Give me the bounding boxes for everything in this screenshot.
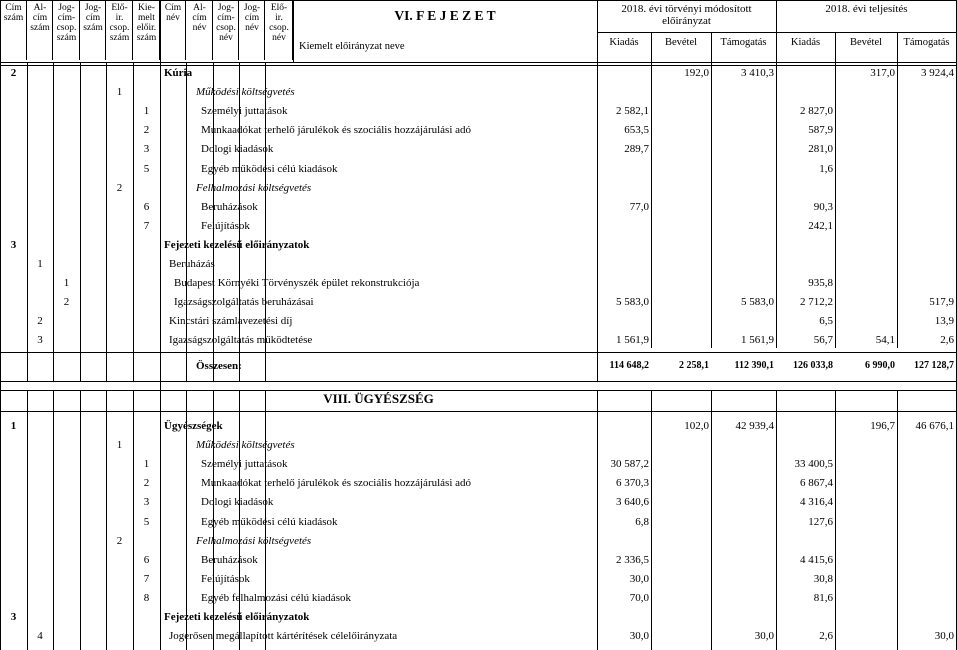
value-cell: 2 582,1	[616, 105, 649, 118]
sub-header: Kiadás	[790, 37, 821, 48]
code-alcim: 4	[37, 630, 43, 643]
row-name: Személyi juttatások	[201, 458, 288, 471]
code-kiem: 7	[143, 572, 150, 585]
value-cell: 289,7	[624, 143, 649, 156]
row-name: Budapest Környéki Törvényszék épület rekonstrukciója	[174, 277, 420, 290]
value-cell: 30,0	[754, 630, 774, 643]
code-kiem: 1	[143, 105, 150, 118]
table-row	[0, 102, 957, 121]
table-row	[0, 274, 957, 293]
grid-line	[106, 390, 107, 650]
table-row	[0, 436, 957, 455]
value-cell: 30,0	[934, 630, 954, 643]
grid-line	[0, 390, 957, 391]
row-name: Működési költségvetés	[196, 439, 295, 452]
sub-header: Kiadás	[609, 37, 639, 48]
chapter-title: VI. F E J E Z E T	[394, 8, 496, 23]
table-row	[0, 493, 957, 512]
table-row	[0, 608, 957, 627]
row-name: Felújítások	[201, 219, 250, 232]
grid-line	[0, 65, 957, 66]
header-code-col: Jog- cím- csop. szám	[53, 0, 80, 60]
grid-line	[835, 32, 836, 348]
value-cell: 2 827,0	[800, 105, 833, 118]
value-cell: 6 867,4	[800, 477, 833, 490]
sub-header: Támogatás	[903, 37, 950, 48]
value-cell: 127,6	[808, 515, 833, 528]
value-cell: 33 400,5	[794, 458, 833, 471]
value-cell: 1 561,9	[616, 334, 649, 347]
code-kiem: 6	[143, 553, 150, 566]
value-cell: 6,5	[819, 315, 833, 328]
value-cell: 192,0	[684, 67, 709, 79]
row-name: Dologi kiadások	[201, 496, 274, 509]
total-value: 126 033,8	[793, 360, 833, 371]
grid-line	[776, 0, 777, 348]
grid-line	[106, 62, 107, 381]
row-name: Fejezeti kezelésű előirányzatok	[164, 238, 310, 251]
row-name: Munkaadókat terhelő járulékok és szociális hozzájárulási adó	[201, 477, 472, 490]
grid-line	[133, 390, 134, 650]
code-kiem: 7	[143, 219, 150, 232]
row-name: Jogerősen megállapított kártérítések célelőirányzata	[169, 630, 398, 643]
code-cim: 3	[10, 238, 17, 251]
code-kiem: 1	[143, 458, 150, 471]
value-cell: 56,7	[813, 334, 833, 347]
code-eloir: 1	[116, 86, 123, 99]
table-row	[0, 255, 957, 274]
code-alcim: 2	[37, 315, 43, 328]
code-eloir: 1	[116, 439, 123, 452]
value-cell: 46 676,1	[915, 420, 954, 432]
grid-line	[651, 32, 652, 348]
code-alcim: 3	[37, 334, 43, 347]
value-cell: 30,8	[813, 572, 833, 585]
sub-header: Támogatás	[720, 37, 767, 48]
grid-line	[835, 390, 836, 650]
value-cell: 3 640,6	[616, 496, 649, 509]
sub-header: Bevétel	[849, 37, 883, 48]
table-header	[0, 0, 957, 62]
header-code-col: Elő- ir. csop. név	[265, 0, 293, 60]
value-cell: 30,0	[629, 572, 649, 585]
row-name: Beruházások	[201, 200, 258, 213]
value-cell: 42 939,4	[735, 420, 774, 432]
row-name: Igazságszolgáltatás beruházásai	[174, 296, 314, 309]
row-name: Ügyészségek	[164, 420, 223, 432]
header-code-col: Jog- cím szám	[80, 0, 106, 60]
table-row	[0, 83, 957, 102]
header-code-col: Cím név	[160, 0, 186, 60]
value-cell: 3 924,4	[921, 67, 954, 79]
grid-line	[0, 381, 957, 382]
code-kiem: 5	[143, 515, 150, 528]
table-row	[0, 179, 957, 198]
row-name: Fejezeti kezelésű előirányzatok	[164, 611, 310, 623]
value-cell: 5 583,0	[616, 296, 649, 309]
value-cell: 4 415,6	[800, 553, 833, 566]
value-cell: 77,0	[629, 200, 649, 213]
header-code-col: Jog- cím- csop. név	[213, 0, 239, 60]
value-cell: 517,9	[929, 296, 954, 309]
grid-line	[0, 352, 957, 353]
value-cell: 6 370,3	[616, 477, 649, 490]
grid-line	[711, 390, 712, 650]
row-name: Dologi kiadások	[201, 143, 274, 156]
grid-line	[651, 390, 652, 650]
table-row	[0, 236, 957, 255]
table-row	[0, 312, 957, 331]
grid-line	[897, 32, 898, 348]
total-value: 114 648,2	[609, 360, 649, 371]
value-cell: 1,6	[819, 162, 833, 175]
chapter-2-title: VIII. ÜGYÉSZSÉG	[323, 391, 434, 406]
code-jcs: 2	[63, 296, 70, 309]
row-name: Működési költségvetés	[196, 86, 295, 99]
table-row	[0, 121, 957, 140]
grid-line	[213, 62, 214, 381]
code-eloir: 2	[116, 534, 123, 547]
row-name: Egyéb működési célú kiadások	[201, 515, 338, 528]
grid-line	[776, 390, 777, 650]
row-name: Igazságszolgáltatás működtetése	[169, 334, 313, 347]
grid-line	[265, 390, 266, 650]
grid-line	[80, 390, 81, 650]
header-code-col: Elő- ir. csop. szám	[106, 0, 133, 60]
row-name: Felhalmozási költségvetés	[196, 181, 312, 194]
grid-line	[239, 390, 240, 650]
code-kiem: 6	[143, 200, 150, 213]
table-row	[0, 513, 957, 532]
code-cim: 2	[10, 67, 17, 79]
value-cell: 2 336,5	[616, 553, 649, 566]
grid-line	[0, 0, 957, 1]
value-cell: 102,0	[684, 420, 709, 432]
grid-line	[0, 0, 1, 650]
grid-line	[27, 390, 28, 650]
table-row	[0, 570, 957, 589]
grid-line	[160, 0, 161, 650]
code-kiem: 2	[143, 124, 150, 137]
table-row	[0, 293, 957, 312]
name-column-header: Kiemelt előirányzat neve	[299, 41, 405, 52]
value-cell: 196,7	[870, 420, 895, 432]
grid-line	[239, 62, 240, 381]
table-row	[0, 455, 957, 474]
grid-line	[0, 62, 957, 63]
grid-line	[711, 32, 712, 348]
value-cell: 2,6	[940, 334, 954, 347]
value-cell: 1 561,9	[741, 334, 774, 347]
grid-line	[597, 390, 598, 650]
header-code-col: Cím szám	[0, 0, 27, 60]
value-cell: 70,0	[629, 591, 649, 604]
total-value: 2 258,1	[679, 360, 709, 371]
row-name: Munkaadókat terhelő járulékok és szociális hozzájárulási adó	[201, 124, 472, 137]
header-code-col: Al- cím szám	[27, 0, 53, 60]
value-cell: 2 712,2	[800, 296, 833, 309]
code-jcs: 1	[63, 277, 70, 290]
table-row	[0, 532, 957, 551]
code-cim: 3	[10, 611, 17, 623]
table-row	[0, 217, 957, 236]
value-cell: 242,1	[808, 219, 833, 232]
table-row	[0, 160, 957, 179]
row-name: Felhalmozási költségvetés	[196, 534, 312, 547]
table-row	[0, 331, 957, 350]
header-code-col: Kie- melt előir. szám	[133, 0, 160, 60]
table-row	[0, 417, 957, 436]
value-cell: 3 410,3	[741, 67, 774, 79]
value-cell: 5 583,0	[741, 296, 774, 309]
table-row	[0, 589, 957, 608]
total-value: 112 390,1	[734, 360, 774, 371]
group-header-modified-budget: 2018. évi törvényi módosított előirányzat	[621, 3, 752, 27]
grid-line	[293, 0, 294, 62]
value-cell: 2,6	[819, 630, 833, 643]
table-row	[0, 64, 957, 83]
table-row	[0, 551, 957, 570]
table-row	[0, 198, 957, 217]
row-name: Beruházás	[169, 258, 215, 270]
value-cell: 54,1	[875, 334, 895, 347]
value-cell: 13,9	[934, 315, 954, 328]
code-eloir: 2	[116, 181, 123, 194]
table-row	[0, 474, 957, 493]
value-cell: 587,9	[808, 124, 833, 137]
row-name: Egyéb felhalmozási célú kiadások	[201, 591, 351, 604]
sub-header: Bevétel	[664, 37, 698, 48]
row-name: Felújítások	[201, 572, 250, 585]
value-cell: 4 316,4	[800, 496, 833, 509]
total-row	[0, 357, 957, 376]
header-code-col: Al- cím név	[186, 0, 213, 60]
code-kiem: 5	[143, 162, 150, 175]
value-cell: 81,6	[813, 591, 833, 604]
grid-line	[133, 62, 134, 381]
table-row	[0, 627, 957, 646]
value-cell: 90,3	[813, 200, 833, 213]
code-kiem: 8	[143, 591, 150, 604]
code-kiem: 2	[143, 477, 150, 490]
value-cell: 281,0	[808, 143, 833, 156]
grid-line	[27, 62, 28, 381]
total-label: Összesen:	[196, 360, 242, 372]
value-cell: 30 587,2	[610, 458, 649, 471]
code-kiem: 3	[143, 143, 150, 156]
grid-line	[897, 390, 898, 650]
row-name: Beruházások	[201, 553, 258, 566]
total-value: 6 990,0	[865, 360, 895, 371]
value-cell: 317,0	[870, 67, 895, 79]
value-cell: 653,5	[624, 124, 649, 137]
row-name: Kincstári számlavezetési díj	[169, 315, 293, 328]
total-value: 127 128,7	[914, 360, 954, 371]
group-header-actual: 2018. évi teljesítés	[825, 3, 908, 15]
value-cell: 6,8	[635, 515, 649, 528]
grid-line	[213, 390, 214, 650]
row-name: Kúria	[164, 67, 193, 79]
row-name: Személyi juttatások	[201, 105, 288, 118]
grid-line	[186, 62, 187, 381]
grid-line	[80, 62, 81, 381]
value-cell: 30,0	[629, 630, 649, 643]
grid-line	[265, 62, 266, 381]
code-kiem: 3	[143, 496, 150, 509]
grid-line	[597, 0, 598, 381]
header-code-col: Jog- cím név	[239, 0, 265, 60]
grid-line	[53, 390, 54, 650]
grid-line	[186, 390, 187, 650]
code-alcim: 1	[37, 258, 43, 270]
value-cell: 935,8	[808, 277, 833, 290]
grid-line	[0, 411, 957, 412]
code-cim: 1	[10, 420, 17, 432]
grid-line	[53, 62, 54, 381]
table-row	[0, 140, 957, 159]
row-name: Egyéb működési célú kiadások	[201, 162, 338, 175]
